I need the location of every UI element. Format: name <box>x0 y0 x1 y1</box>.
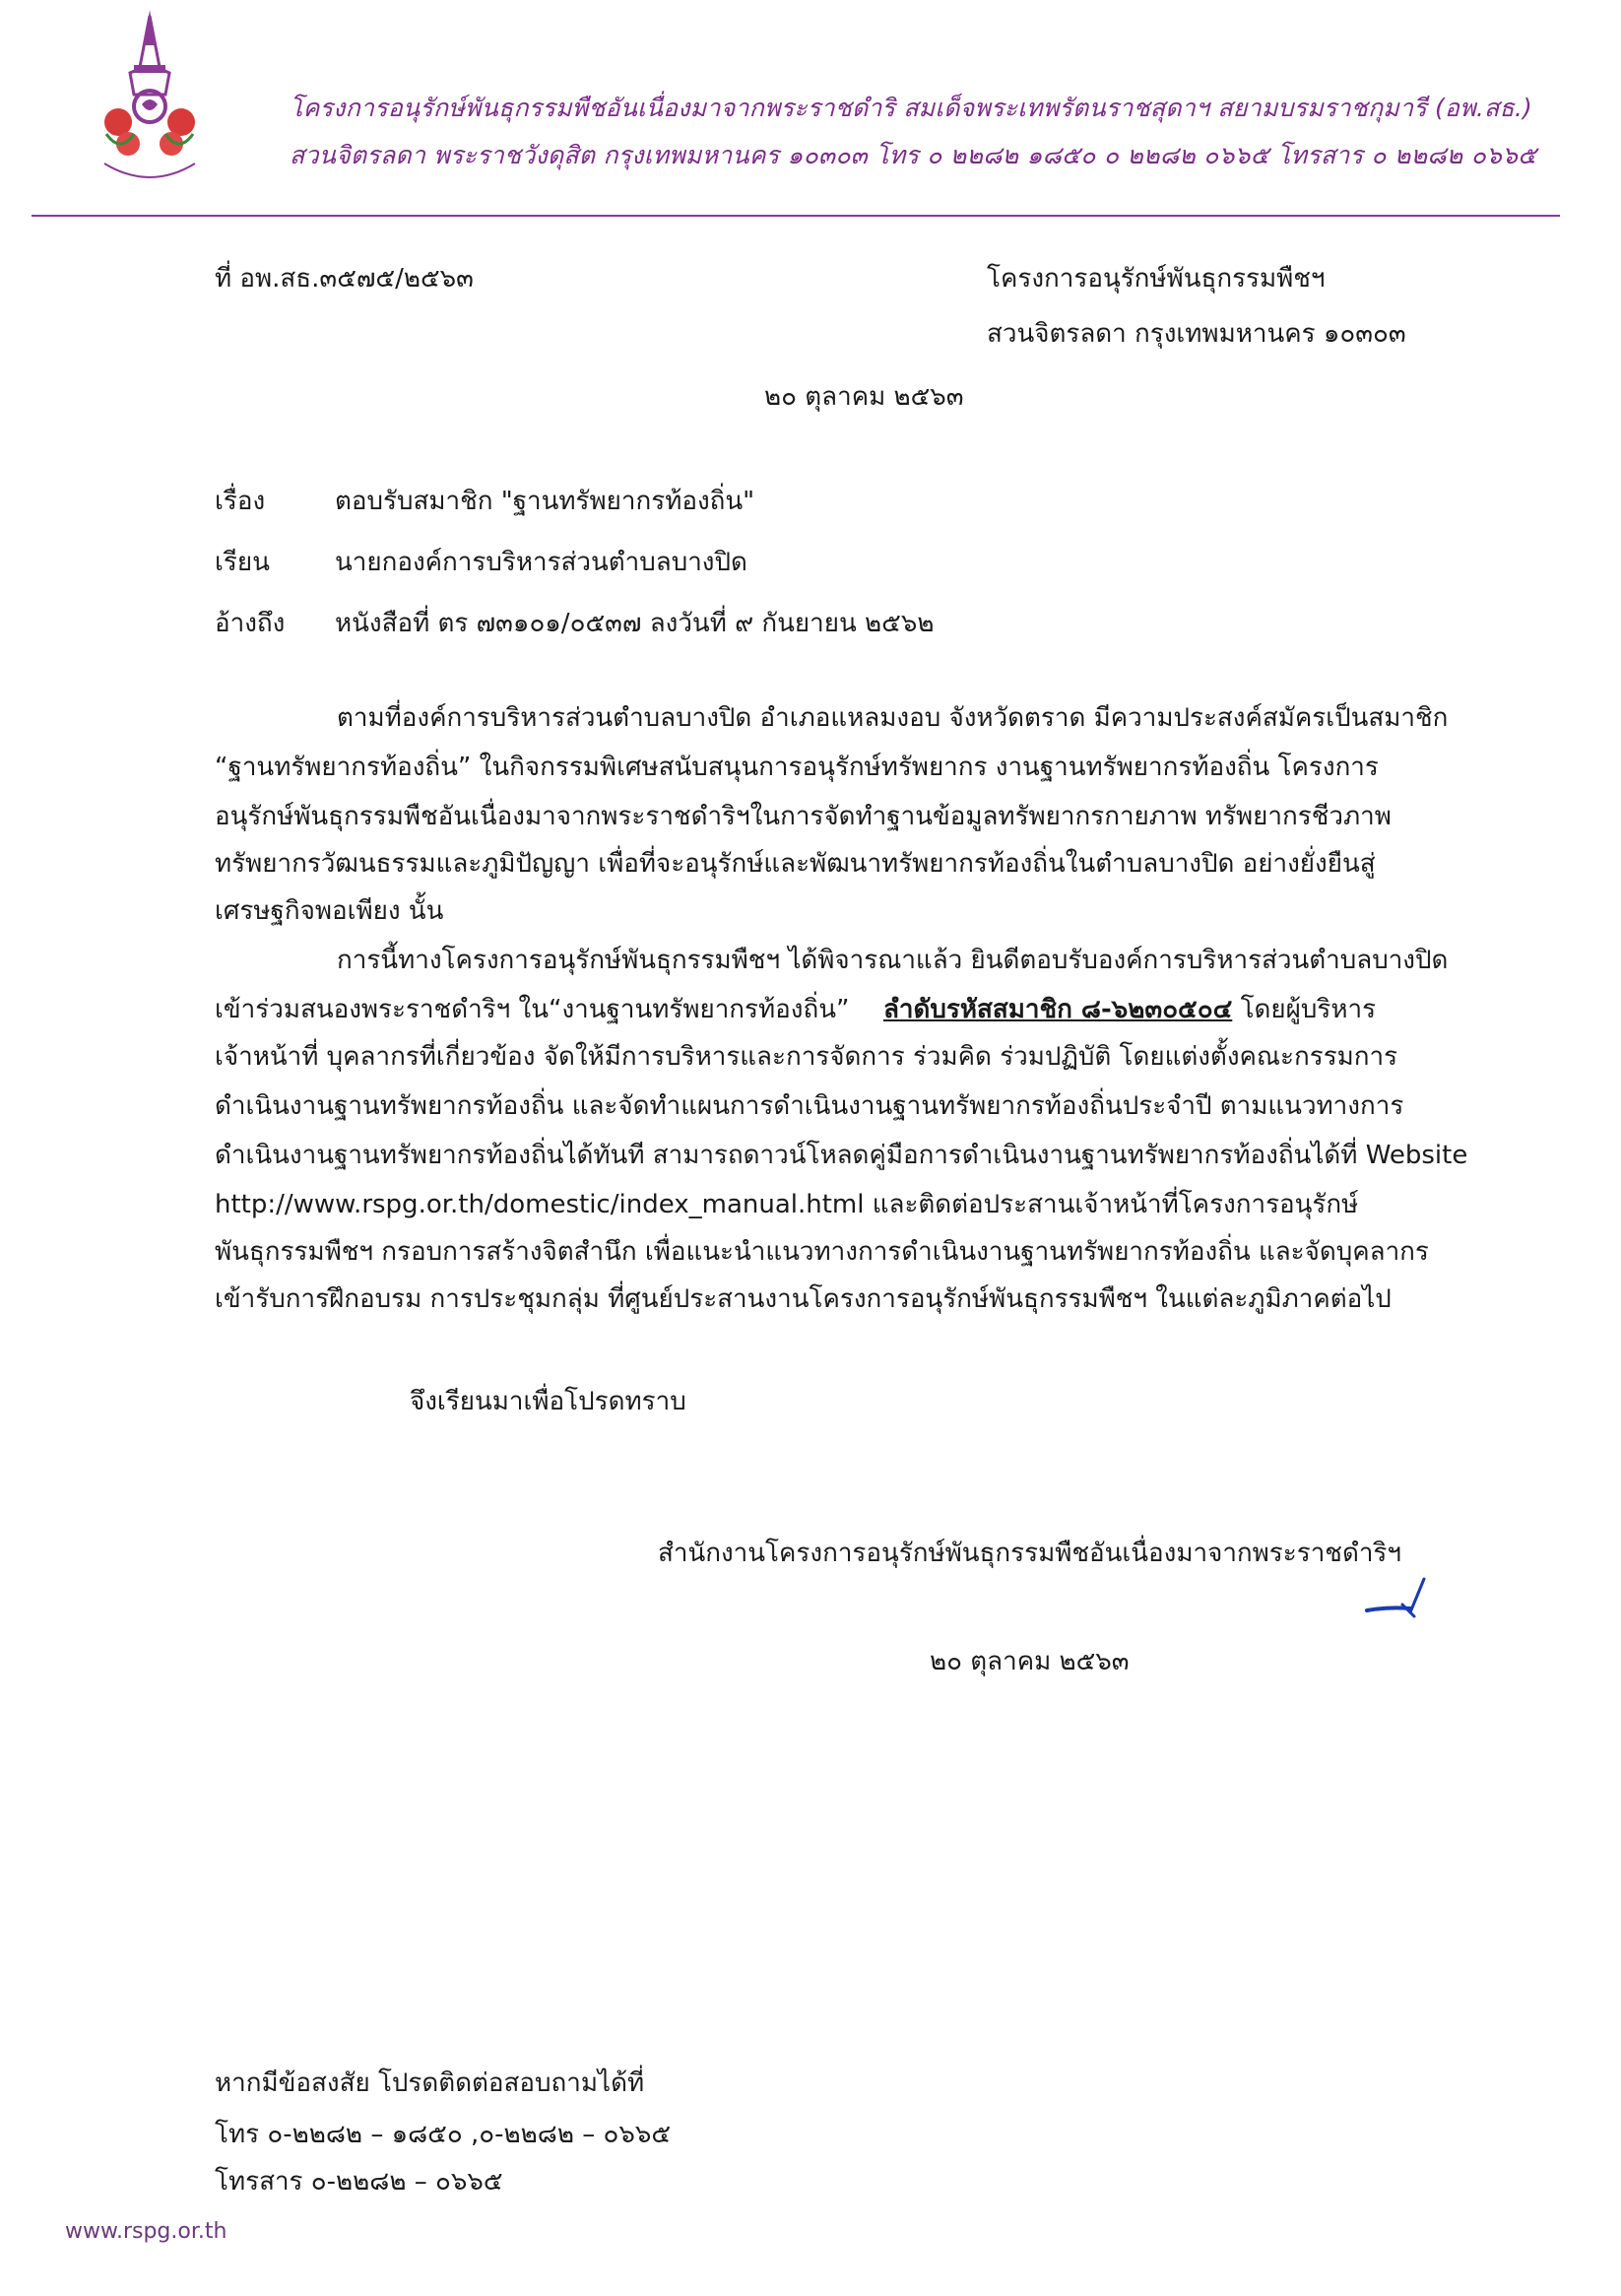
member-code: ลำดับรหัสสมาชิก ๘-๖๒๓๐๕๐๔ <box>882 995 1233 1024</box>
sender-line-2: สวนจิตรลดา กรุงเทพมหานคร ๑๐๓๐๓ <box>987 319 1406 349</box>
signature-date: ๒๐ ตุลาคม ๒๕๖๓ <box>930 1647 1130 1676</box>
subject-value: ตอบรับสมาชิก "ฐานทรัพยากรท้องถิ่น" <box>335 487 755 516</box>
contact-heading: หากมีข้อสงสัย โปรดติดต่อสอบถามได้ที่ <box>215 2068 645 2098</box>
para2-line: การนี้ทางโครงการอนุรักษ์พันธุกรรมพืชฯ ได้พิจารณาแล้ว ยินดีตอบรับองค์การบริหารส่วนตำบลบางปิด <box>337 946 1449 975</box>
signature-mark-icon <box>1359 1561 1448 1630</box>
para2-line-text: เข้าร่วมสนองพระราชดำริฯ ใน“งานฐานทรัพยากรท้องถิ่น” <box>215 995 850 1024</box>
sender-line-1: โครงการอนุรักษ์พันธุกรรมพืชฯ <box>987 264 1326 294</box>
para2-line-text: โดยผู้บริหาร <box>1240 995 1377 1024</box>
footer-url[interactable]: www.rspg.or.th <box>65 2219 227 2244</box>
royal-emblem-icon <box>91 6 209 193</box>
letter-date: ๒๐ ตุลาคม ๒๕๖๓ <box>764 382 964 412</box>
contact-phone: โทร ๐-๒๒๘๒ – ๑๘๕๐ ,๐-๒๒๘๒ – ๐๖๖๕ <box>215 2120 672 2149</box>
subject-label: เรื่อง <box>215 487 266 516</box>
closing: จึงเรียนมาเพื่อโปรดทราบ <box>410 1387 686 1416</box>
para1-line: ตามที่องค์การบริหารส่วนตำบลบางปิด อำเภอแหลมงอบ จังหวัดตราด มีความประสงค์สมัครเป็นสมาชิก <box>337 703 1449 733</box>
to-value: นายกองค์การบริหารส่วนตำบลบางปิด <box>335 548 747 577</box>
contact-fax: โทรสาร ๐-๒๒๘๒ – ๐๖๖๕ <box>215 2167 503 2197</box>
letterhead-line-2: สวนจิตรลดา พระราชวังดุสิต กรุงเทพมหานคร ๑๐๓๐๓ โทร ๐ ๒๒๘๒ ๑๘๕๐ ๐ ๒๒๘๒ ๐๖๖๕ โทรสาร ๐ ๒๒๘๒ ๐๖๖๕ <box>290 141 1537 169</box>
reference-number: ที่ อพ.สธ.๓๕๗๕/๒๕๖๓ <box>215 264 474 294</box>
para2-line: ดำเนินงานฐานทรัพยากรท้องถิ่นได้ทันที สามารถดาวน์โหลดคู่มือการดำเนินงานฐานทรัพยากรท้องถิ่นได้ที่ Website <box>215 1141 1468 1170</box>
letterhead-divider <box>32 215 1560 217</box>
para1-line: เศรษฐกิจพอเพียง นั้น <box>215 896 444 926</box>
para2-line <box>215 993 1376 1026</box>
para1-line: อนุรักษ์พันธุกรรมพืชอันเนื่องมาจากพระราชดำริฯในการจัดทำฐานข้อมูลทรัพยากรกายภาพ ทรัพยากรชีวภาพ <box>215 802 1392 831</box>
para2-line: เจ้าหน้าที่ บุคลากรที่เกี่ยวข้อง จัดให้มีการบริหารและการจัดการ ร่วมคิด ร่วมปฏิบัติ โดยแต่งตั้งคณะกรรมการ <box>215 1042 1398 1072</box>
para2-line: http://www.rspg.or.th/domestic/index_manual.html และติดต่อประสานเจ้าหน้าที่โครงการอนุรักษ์ <box>215 1190 1359 1219</box>
para1-line: ทรัพยากรวัฒนธรรมและภูมิปัญญา เพื่อที่จะอนุรักษ์และพัฒนาทรัพยากรท้องถิ่นในตำบลบางปิด อย่างยั่งยืนสู่ <box>215 849 1376 879</box>
para2-line: เข้ารับการฝึกอบรม การประชุมกลุ่ม ที่ศูนย์ประสานงานโครงการอนุรักษ์พันธุกรรมพืชฯ ในแต่ละภูมิภาคต่อไป <box>215 1284 1392 1314</box>
para2-line: ดำเนินงานฐานทรัพยากรท้องถิ่น และจัดทำแผนการดำเนินงานฐานทรัพยากรท้องถิ่นประจำปี ตามแนวทางการ <box>215 1091 1404 1121</box>
para2-line: พันธุกรรมพืชฯ กรอบการสร้างจิตสำนึก เพื่อแนะนำแนวทางการดำเนินงานฐานทรัพยากรท้องถิ่น และจัดบุคลากร <box>215 1237 1429 1267</box>
reference-label: อ้างถึง <box>215 609 286 638</box>
letterhead-line-1: โครงการอนุรักษ์พันธุกรรมพืชอันเนื่องมาจากพระราชดำริ สมเด็จพระเทพรัตนราชสุดาฯ สยามบรมราชกุมารี (อพ.สธ.) <box>290 94 1532 122</box>
para1-line: “ฐานทรัพยากรท้องถิ่น” ในกิจกรรมพิเศษสนับสนุนการอนุรักษ์ทรัพยากร งานฐานทรัพยากรท้องถิ่น โครงการ <box>215 753 1379 782</box>
to-label: เรียน <box>215 548 270 577</box>
signatory: สำนักงานโครงการอนุรักษ์พันธุกรรมพืชอันเนื่องมาจากพระราชดำริฯ <box>658 1539 1401 1568</box>
reference-value: หนังสือที่ ตร ๗๓๑๐๑/๐๕๓๗ ลงวันที่ ๙ กันยายน ๒๕๖๒ <box>335 609 935 638</box>
